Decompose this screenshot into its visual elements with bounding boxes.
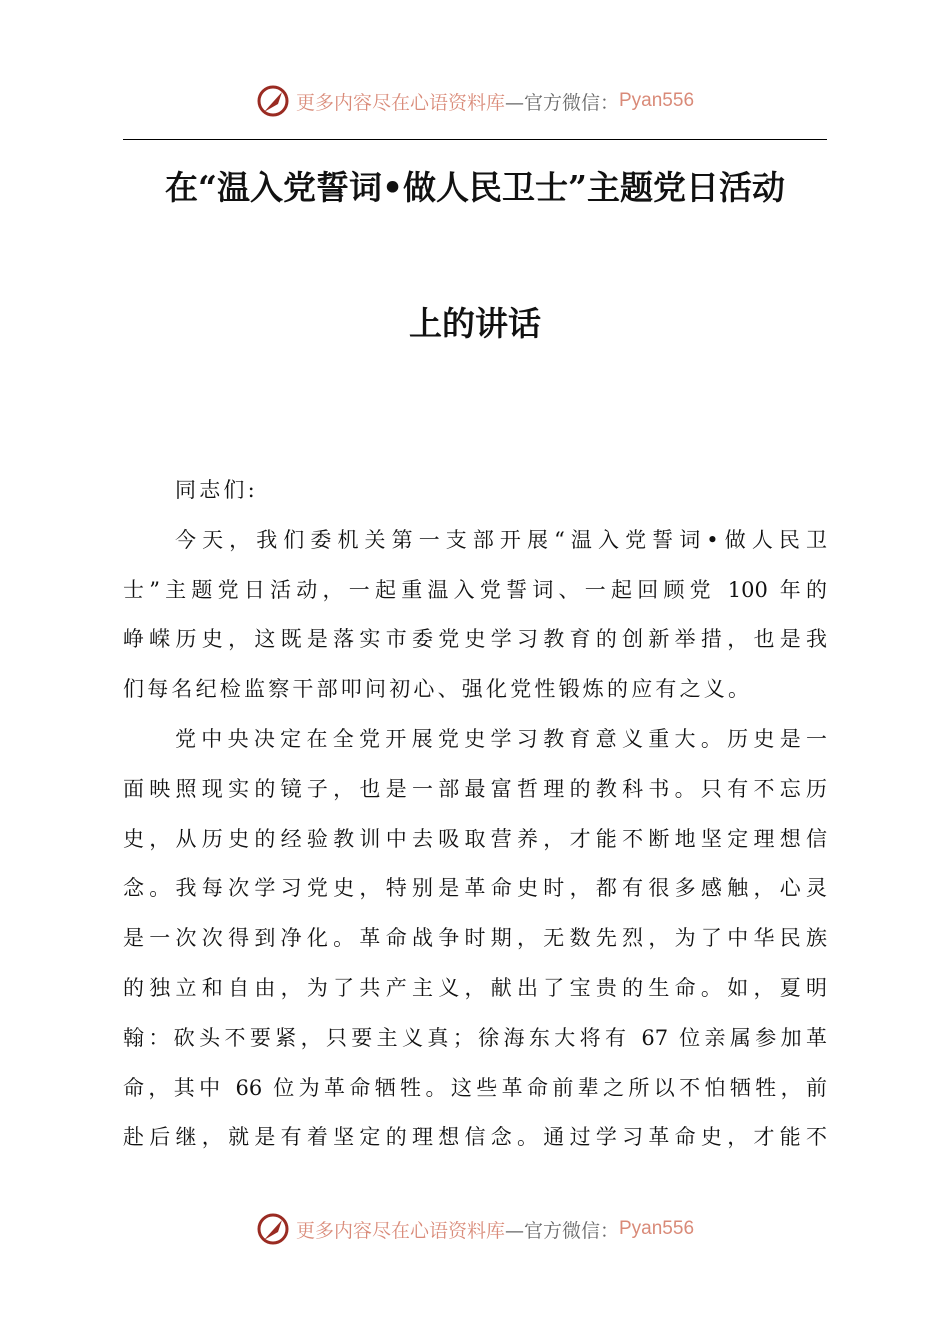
text-line: 翰：砍头不要紧，只要主义真；徐海东大将有 67 位亲属参加革	[123, 1025, 827, 1050]
text-line: 史，从历史的经验教训中去吸取营养，才能不断地坚定理想信	[123, 826, 827, 851]
text-line: 士”主题党日活动，一起重温入党誓词、一起回顾党 100 年的	[123, 577, 827, 602]
text-line: 峥嵘历史，这既是落实市委党史学习教育的创新举措，也是我	[123, 627, 827, 652]
text-line: 党中央决定在全党开展党史学习教育意义重大。历史是一	[175, 726, 827, 751]
watermark-wechat-id: Pyan556	[619, 1218, 695, 1239]
text-line: 命，其中 66 位为革命牺牲。这些革命前辈之所以不怕牺牲，前	[123, 1075, 827, 1100]
text-line: 念。我每次学习党史，特别是革命史时，都有很多感触，心灵	[123, 876, 827, 901]
text-line: 的独立和自由，为了共产主义，献出了宝贵的生命。如，夏明	[123, 975, 827, 1000]
text-line: 赴后继，就是有着坚定的理想信念。通过学习革命史，才能不	[123, 1125, 827, 1150]
text-line: 面映照现实的镜子，也是一部最富哲理的教科书。只有不忘历	[123, 776, 827, 801]
header-divider	[123, 139, 827, 140]
watermark-text: 更多内容尽在心语资料库	[295, 91, 505, 114]
watermark-text: —官方微信：	[504, 1219, 619, 1242]
text-line: 是一次次得到净化。革命战争时期，无数先烈，为了中华民族	[123, 926, 827, 951]
document-title-line-2: 上的讲话	[409, 304, 541, 343]
watermark-wechat-id: Pyan556	[619, 90, 695, 111]
document-title-line-1: 在“温入党誓词•做人民卫士”主题党日活动	[164, 168, 786, 207]
text-line: 们每名纪检监察干部叩问初心、强化党性锻炼的应有之义。	[123, 677, 753, 702]
footer-watermark	[0, 1212, 950, 1246]
watermark-text: —官方微信：	[504, 91, 619, 114]
document-body	[123, 472, 827, 1169]
quill-logo-icon	[256, 84, 290, 118]
quill-logo-icon	[256, 1212, 290, 1246]
text-line: 同志们:	[175, 478, 258, 502]
watermark-text: 更多内容尽在心语资料库	[295, 1219, 505, 1242]
header-watermark	[0, 84, 950, 118]
text-line: 今天，我们委机关第一支部开展“温入党誓词•做人民卫	[175, 527, 827, 552]
